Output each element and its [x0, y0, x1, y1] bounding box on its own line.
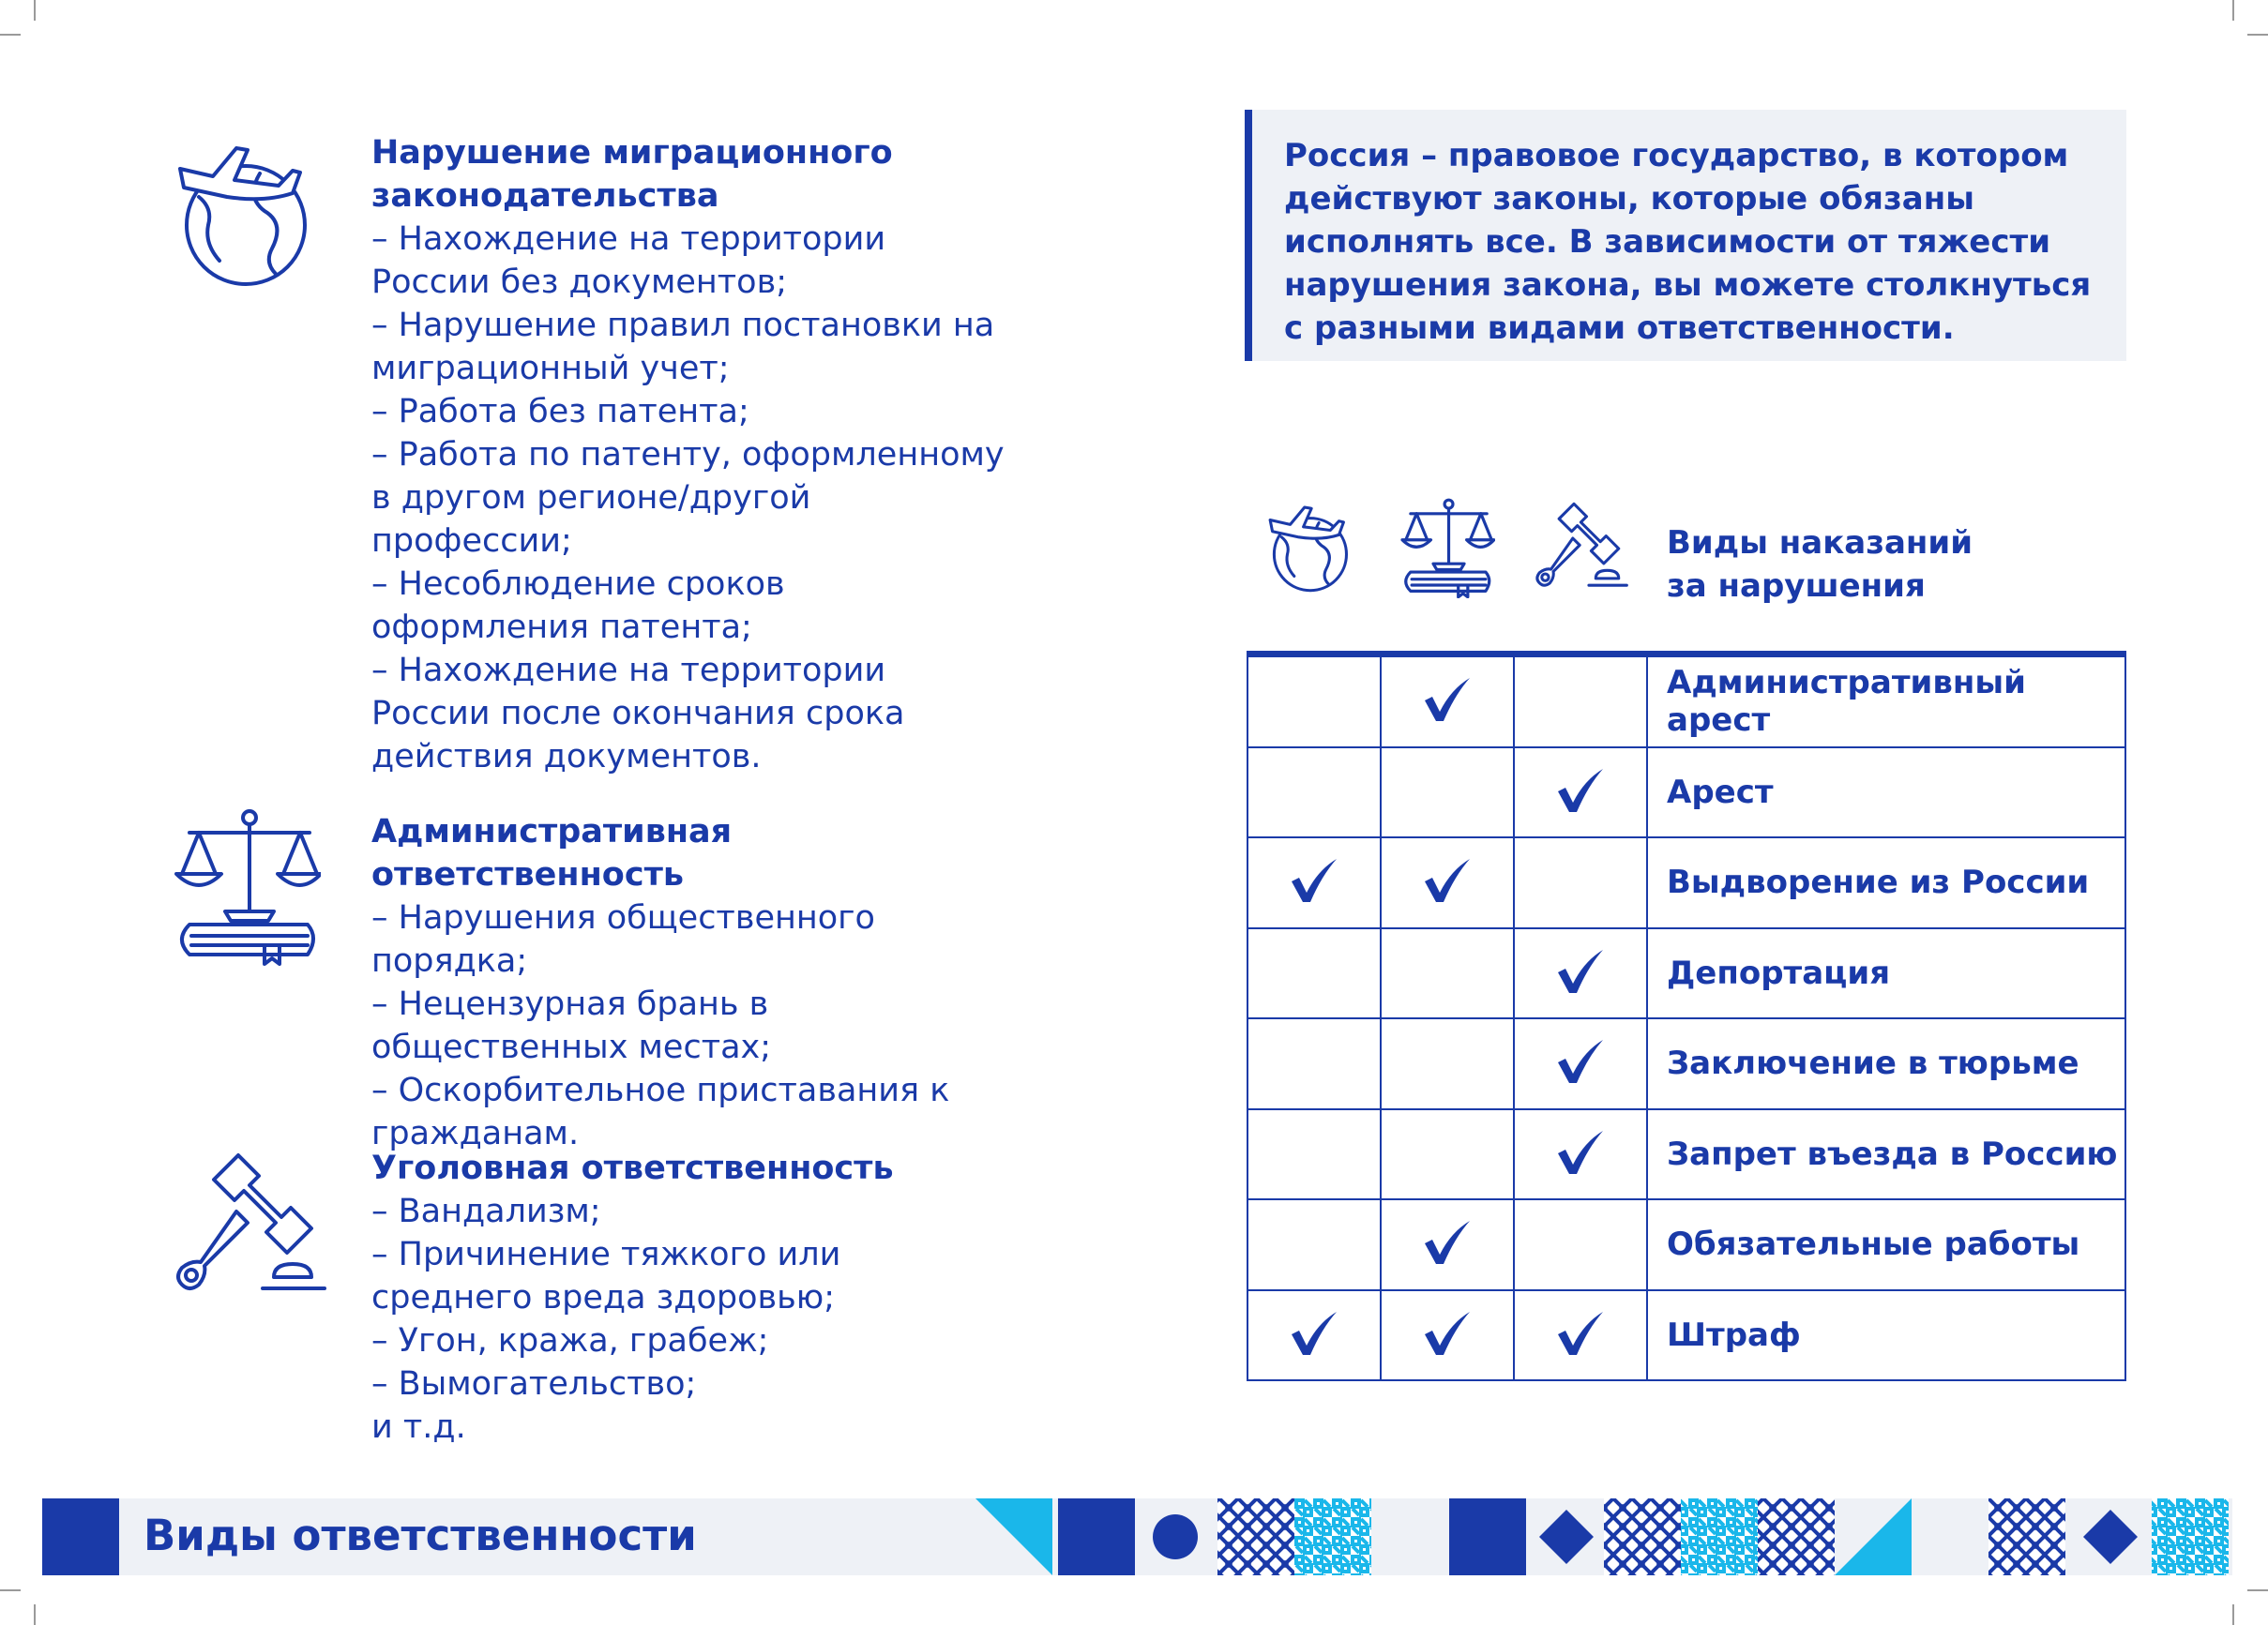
section-migration — [371, 131, 1009, 778]
list-item: – Нарушение правил постановки на миграционный учет; — [371, 307, 995, 387]
list-item: – Несоблюдение сроков оформления патента; — [371, 565, 785, 646]
check-icon — [1288, 1310, 1340, 1357]
check-cell-administrative — [1381, 1018, 1514, 1109]
list-item: – Нахождение на территории России без документов; — [371, 220, 886, 301]
check-cell-administrative — [1381, 1109, 1514, 1200]
list-item: – Вымогательство; — [371, 1365, 697, 1403]
penalties-table-body — [1247, 655, 2125, 1381]
check-cell-administrative — [1381, 1199, 1514, 1290]
table-row — [1247, 747, 2125, 838]
footer-square — [42, 1498, 119, 1575]
scales-book-icon — [171, 806, 321, 966]
penalty-name: Административный арест — [1647, 655, 2125, 747]
penalties-table — [1247, 651, 2126, 1381]
check-cell-administrative — [1381, 655, 1514, 747]
table-row — [1247, 1290, 2125, 1381]
callout-box: Россия – правовое государство, в котором действуют законы, которые обязаны исполнять все. В зависимости от тяжести нарушения закона, вы можете столкнуться с разными видами ответственности. — [1245, 110, 2126, 361]
plane-globe-icon — [1264, 497, 1362, 594]
check-icon — [1421, 1310, 1474, 1357]
check-icon — [1421, 1219, 1474, 1266]
check-icon — [1554, 1129, 1607, 1176]
section-criminal — [371, 1147, 1009, 1449]
list-item: – Нарушения общественного порядка; — [371, 899, 875, 980]
check-cell-migration — [1247, 928, 1381, 1019]
list-item: – Вандализм; — [371, 1193, 601, 1230]
check-cell-criminal — [1514, 1109, 1647, 1200]
check-cell-criminal — [1514, 1290, 1647, 1381]
check-cell-criminal — [1514, 1018, 1647, 1109]
table-row — [1247, 1199, 2125, 1290]
check-cell-migration — [1247, 1109, 1381, 1200]
section-title: Уголовная ответственность — [371, 1150, 894, 1187]
penalty-name: Штраф — [1647, 1290, 2125, 1381]
check-cell-migration — [1247, 1290, 1381, 1381]
gavel-icon — [1533, 497, 1630, 594]
legend-title-line: за нарушения — [1667, 567, 1926, 605]
scales-book-icon — [1398, 497, 1495, 598]
check-icon — [1554, 1038, 1607, 1085]
table-row — [1247, 837, 2125, 928]
check-cell-criminal — [1514, 928, 1647, 1019]
check-cell-administrative — [1381, 837, 1514, 928]
penalty-name: Запрет въезда в Россию — [1647, 1109, 2125, 1200]
penalty-name: Выдворение из России — [1647, 837, 2125, 928]
list-item: – Причинение тяжкого или среднего вреда здоровью; — [371, 1236, 841, 1317]
list-item: – Работа без патента; — [371, 393, 749, 430]
check-icon — [1554, 767, 1607, 814]
check-cell-migration — [1247, 1199, 1381, 1290]
table-row — [1247, 1109, 2125, 1200]
check-icon — [1554, 1310, 1607, 1357]
list-item: – Работа по патенту, оформленному в другом регионе/другой профессии; — [371, 436, 1005, 560]
section-administrative — [371, 810, 1009, 1155]
legend-title-line: Виды наказаний — [1667, 524, 1973, 562]
crop-mark — [2232, 1604, 2234, 1625]
section-title: Нарушение миграционного законодательства — [371, 134, 893, 215]
list-item: – Нахождение на территории России после окончания срока действия документов. — [371, 652, 905, 775]
crop-mark — [2247, 34, 2268, 36]
list-item: – Оскорбительное приставания к гражданам. — [371, 1072, 950, 1152]
check-cell-administrative — [1381, 747, 1514, 838]
list-item: – Угон, кража, грабеж; — [371, 1322, 769, 1360]
check-icon — [1554, 948, 1607, 995]
penalty-name: Арест — [1647, 747, 2125, 838]
crop-mark — [34, 0, 36, 21]
penalty-name: Заключение в тюрьме — [1647, 1018, 2125, 1109]
table-row — [1247, 655, 2125, 747]
check-cell-criminal — [1514, 655, 1647, 747]
check-cell-migration — [1247, 747, 1381, 838]
list-item: – Нецензурная брань в общественных местах; — [371, 986, 772, 1066]
crop-mark — [0, 34, 21, 36]
table-row — [1247, 1018, 2125, 1109]
check-icon — [1421, 857, 1474, 904]
legend-title — [1667, 521, 2042, 608]
check-cell-administrative — [1381, 928, 1514, 1019]
check-cell-migration — [1247, 655, 1381, 747]
check-cell-criminal — [1514, 1199, 1647, 1290]
crop-mark — [0, 1589, 21, 1591]
section-title: Административная ответственность — [371, 813, 733, 894]
check-cell-criminal — [1514, 747, 1647, 838]
penalty-name: Обязательные работы — [1647, 1199, 2125, 1290]
check-cell-migration — [1247, 837, 1381, 928]
penalty-name: Депортация — [1647, 928, 2125, 1019]
crop-mark — [2247, 1589, 2268, 1591]
gavel-icon — [171, 1144, 330, 1303]
check-icon — [1421, 676, 1474, 723]
crop-mark — [34, 1604, 36, 1625]
check-cell-migration — [1247, 1018, 1381, 1109]
check-icon — [1288, 857, 1340, 904]
crop-mark — [2232, 0, 2234, 21]
check-cell-administrative — [1381, 1290, 1514, 1381]
check-cell-criminal — [1514, 837, 1647, 928]
footer-ornament — [975, 1498, 2232, 1575]
footer-title: Виды ответственности — [144, 1511, 697, 1560]
plane-globe-icon — [171, 131, 330, 291]
list-item: и т.д. — [371, 1408, 466, 1446]
table-row — [1247, 928, 2125, 1019]
